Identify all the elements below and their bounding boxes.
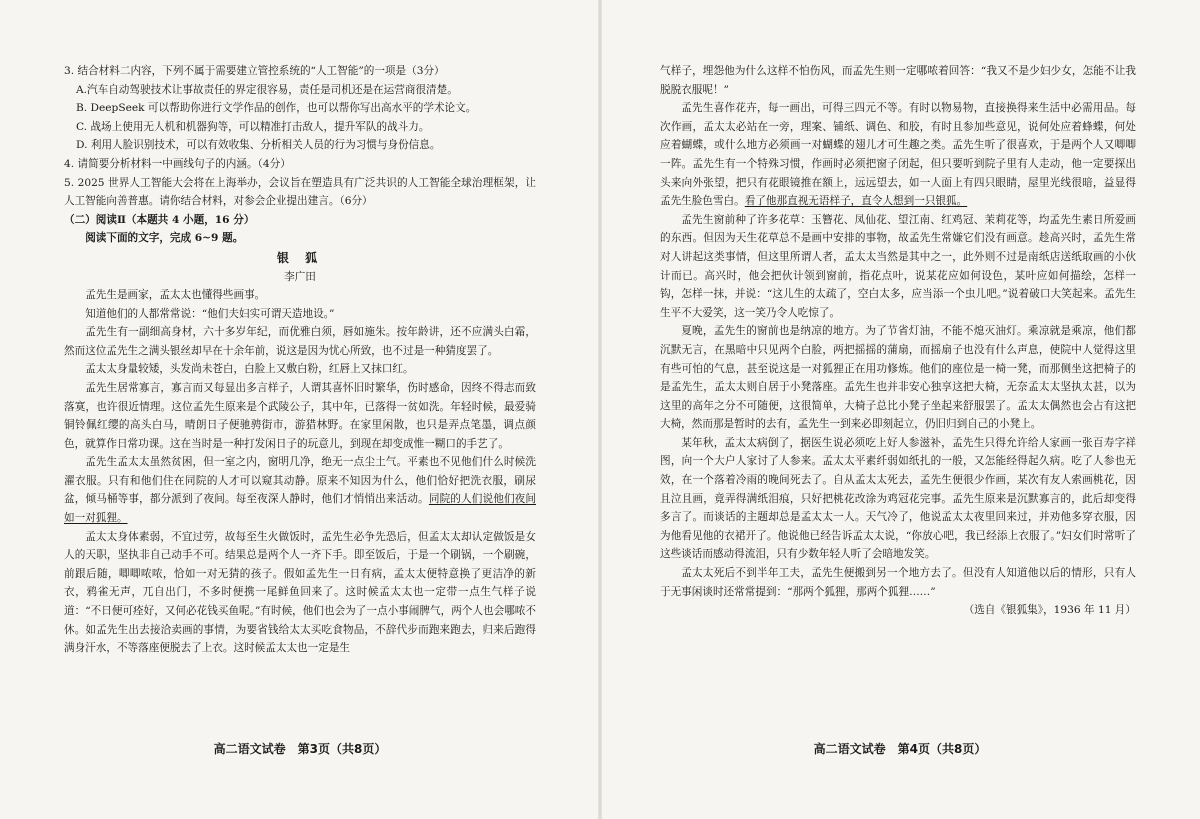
story-paragraph-text: 孟先生喜作花卉，每一画出，可得三四元不等。有时以物易物，直接换得来生活中必需用品。每次作画，孟太太必站在一旁，理案、铺纸、调色、和胶，有时且参加些意见，说何处应着蜂蝶，何处应着蝴蝶，或什么地方必须画一对蝴蝶的翅儿才可生趣之类。孟先生听了很喜欢，于是两个人又唧唧一阵。孟先生有一个特殊习惯，作画时必须把窗子闭起，但只要听到院子里有人走动，他一定要探出头来向外张望，把只有花眼镜推在额上，远远望去，如一人面上有四只眼睛，屋里光线很暗，益显得孟先生脸色雪白。: [660, 102, 1136, 208]
page-footer: 高二语文试卷 第4页（共8页）: [813, 742, 987, 756]
story-paragraph: 孟先生窗前种了许多花草：玉簪花、凤仙花、望江南、红鸡冠、茉莉花等，均孟先生素日所爱画的东西。但因为天生花草总不是画中安排的事物，故孟先生常嫌它们没有画意。趁高兴时，孟先生常对人讲起这类事情，但这里所谓人者，孟太太当然是其中之一，此外则不过是南纸店送纸取画的小伙计而已。高兴时，他会把伙计领到窗前，指花点叶，说某花应如何设色，某叶应如何描绘，怎样一钩，怎样一抹，并说：“这儿生的太疏了，空白太多，应当添一个虫儿吧。”说着破口大笑起来。孟先生生平不大爱笑，这一笑乃令人吃惊了。: [660, 213, 1136, 319]
story-paragraph: 孟先生有一副细高身材，六十多岁年纪，而优雅白须，唇如施朱。按年龄讲，还不应满头白霜，然而这位孟先生之满头银丝却早在十余年前，说这是因为忧心所致，也不过是一种猜度罢了。: [64, 326, 536, 357]
question-3-option-b: B. DeepSeek 可以帮助你进行文学作品的创作，也可以帮你写出高水平的学术论文。: [76, 102, 477, 115]
page-4: [600, 0, 1200, 819]
underlined-sentence: 看了他那直视无语样子，直令人想到一只银狐。: [744, 195, 968, 208]
question-3-option-c: C. 战场上使用无人机和机器狗等，可以精准打击敌人，提升军队的战斗力。: [76, 120, 430, 133]
story-paragraph: 某年秋，孟太太病倒了，据医生说必须吃上好人参滋补，孟先生只得允许给人家画一张百寿字祥图，向一个大户人家讨了人参来。孟太太平素纤弱如纸扎的一般，又怎能经得起久病。吃了人参也无效，在一个落着冷雨的晚间死去了。自从孟太太死去，孟先生便很少作画，某次有友人索画桃花，因且泣且画，竟弄得满纸泪痕，只好把桃花改涂为鸡冠花完事。孟先生原来是沉默寡言的，此后却变得多言了。而谈话的主题却总是孟太太一人。天气冷了，他说孟太太夜里回来过，并劝他多穿衣服，因为他看见他的衣裙开了。他说他已经告诉孟太太说，“你放心吧，我已经添上衣服了。”妇女们时常听了这些谈话而感动得流泪，只有少数年轻人听了会暗地发笑。: [660, 436, 1136, 561]
question-4: 4. 请简要分析材料一中画线句子的内涵。（4分）: [64, 157, 291, 170]
story-paragraph-text: 孟先生孟太太虽然贫困，但一室之内，窗明几净，绝无一点尘土气。平素也不见他们什么时候洗濯衣服。只有和他们住在同院的人才可以窥其动静。原来不知因为什么，他们恰好把洗衣服，刷尿盆，倾马桶等事，都分派到了夜间。每至夜深人静时，他们才悄悄出来活动。: [64, 456, 536, 506]
story-paragraph: 气样子，埋怨他为什么这样不怕伤风，而孟先生则一定哪哝着回答：“我又不是少妇少女，怎能不让我脱脱衣服呢！”: [660, 65, 1136, 96]
story-paragraph: 孟太太死后不到半年工夫，孟先生便搬到另一个地方去了。但没有人知道他以后的情形，只有人于无事闲谈时还常常提到：“那两个狐狸，那两个狐狸……”: [660, 567, 1136, 598]
story-paragraph: [64, 453, 536, 527]
story-author: 李广田: [284, 270, 316, 283]
story-paragraph: [660, 99, 1136, 211]
page-footer: 高二语文试卷 第3页（共8页）: [213, 742, 387, 756]
story-paragraph: 孟太太身量较矮，头发尚未苍白，白脸上又敷白粉，红唇上又抹口红。: [85, 363, 414, 376]
question-3-option-a: A.汽车自动驾驶技术让事故责任的界定很容易，责任是司机还是在运营商很清楚。: [76, 83, 458, 96]
story-paragraph: 夏晚，孟先生的窗前也是纳凉的地方。为了节省灯油，不能不熄灭油灯。乘凉就是乘凉，他们都沉默无言，在黑暗中只见两个白脸，两把摇摇的蒲扇，而摇扇子也没有什么声息，使院中人觉得这里有些可怕的气息，甚至说这是一对狐狸正在用功修炼。他们的座位是一椅一凳，而那侧坐这把椅子的是孟先生，孟太太则自居于小凳落座。孟先生也并非安心独享这把大椅，无奈孟太太坚执太甚，以为这里的高年之分不可随便，这很简单，大椅子总比小凳子坐起来舒服罢了。孟太太偶然也会占有这把大椅，然而那是暂时的去有，孟先生一到来必即刻起立，仍旧归到自己的小凳上。: [660, 325, 1136, 431]
story-paragraph: 孟太太身体素弱，不宜过劳，故每至生火做饭时，孟先生必争先恐后，但孟太太却认定做饭是女人的天职，坚执非自己动手不可。结果总是两个人一齐下手。即至饭后，于是一个刷锅，一个刷碗，前跟后随，唧唧哝哝，恰如一对无猜的孩子。假如孟先生一日有病，孟太太便特意换了更洁净的新衣，鸦雀无声，兀自出门，不多时便携一尾鲜鱼回来了。这时候孟太太也一定带一点生气样子说道：“不日便可痊好，又何必花钱买鱼呢。”有时候，他们也会为了一点小事闹脾气，两个人也会哪哝不休。如孟先生出去接洽卖画的事情，为要省钱给太太买吃食物品，不辞代步而跑来跑去，归来后跑得满身汗水，不等落座便脱去了上衣。这时候孟太太也一定是生: [64, 530, 536, 655]
story-paragraph: 孟先生居常寡言，寡言而又每显出多言样子，人谓其喜怀旧时繁华，伤时感命，因终不得志而致落寞，也许很近情理。这位孟先生原来是个武陵公子，其中年，已落得一贫如洗。年轻时候，最爱骑铜铃佩红缨的高头白马，晴朗日子便驰骋街市，游猎林野。在家里闲散，也只是弄点笔墨，调点颜色，就算作日常功课。这在当时是一种打发闲日子的玩意儿，到现在却变成惟一糊口的手艺了。: [64, 381, 536, 450]
story-paragraph: 孟先生是画家，孟太太也懂得些画事。: [85, 288, 266, 301]
question-3-option-d: D. 利用人脸识别技术，可以有效收集、分析相关人员的行为习惯与身份信息。: [76, 139, 441, 152]
story-source: （选自《银狐集》，1936 年 11 月）: [963, 604, 1136, 617]
section-heading: （二）阅读Ⅱ（本题共 4 小题，16 分）: [64, 213, 255, 226]
story-paragraph: 知道他们的人都常常说：“他们夫妇实可谓天造地设。”: [85, 307, 335, 320]
story-title: 银 狐: [276, 250, 324, 265]
question-5: 5. 2025 世界人工智能大会将在上海举办，会议旨在塑造具有广泛共识的人工智能全球治理框架，让人工智能向善普惠。请你结合材料，对参会企业提出建言。（6分）: [64, 176, 536, 208]
reading-instruction: 阅读下面的文字，完成 6~9 题。: [85, 232, 244, 245]
underlined-sentence: 同院的人们说他们夜间如一对狐狸。: [64, 493, 537, 525]
question-3: 3. 结合材料二内容，下列不属于需要建立管控系统的“人工智能”的一项是（3分）: [64, 65, 445, 77]
